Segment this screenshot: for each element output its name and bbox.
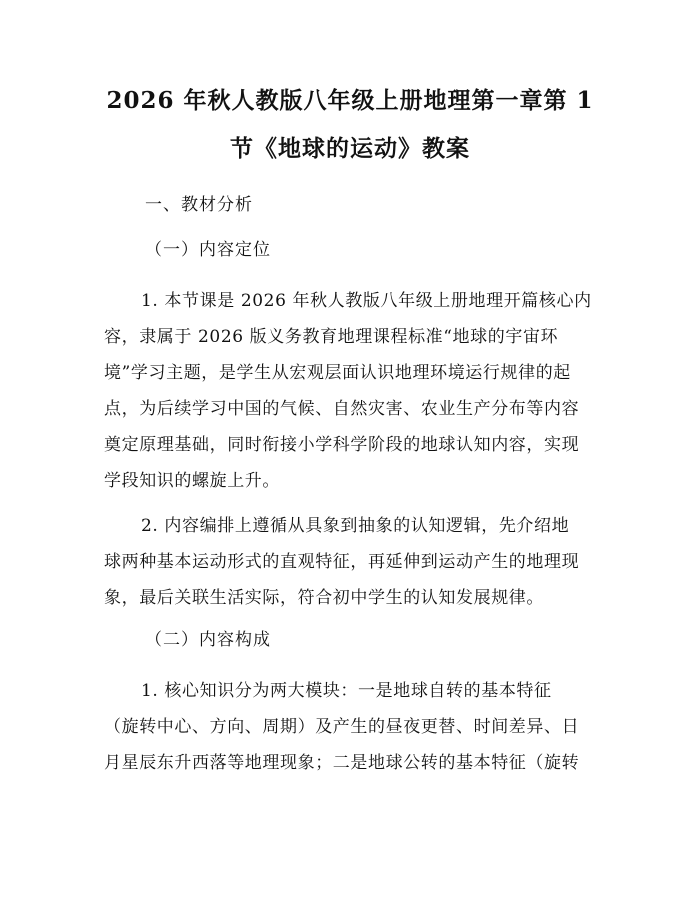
paragraph-line: 月星辰东升西落等地理现象；二是地球公转的基本特征（旋转 xyxy=(104,753,580,773)
paragraph-content-positioning xyxy=(104,283,600,499)
subsection-heading-content-positioning: （一）内容定位 xyxy=(145,240,271,260)
document-title-line-2: 节《地球的运动》教案 xyxy=(230,135,470,162)
paragraph-line: 容，隶属于 2026 版义务教育地理课程标准“地球的宇宙环 xyxy=(104,327,559,347)
paragraph-line: 点，为后续学习中国的气候、自然灾害、农业生产分布等内容 xyxy=(104,399,580,419)
document-title-line-1: 2026 年秋人教版八年级上册地理第一章第 1 xyxy=(106,87,594,114)
paragraph-content-composition xyxy=(104,673,600,781)
paragraph-line: 1. 核心知识分为两大模块：一是地球自转的基本特征 xyxy=(141,681,552,701)
section-heading-teaching-material-analysis: 一、教材分析 xyxy=(145,195,253,215)
paragraph-line: 1. 本节课是 2026 年秋人教版八年级上册地理开篇核心内 xyxy=(141,291,592,311)
paragraph-line: 境”学习主题，是学生从宏观层面认识地理环境运行规律的起 xyxy=(104,363,571,383)
paragraph-line: 象，最后关联生活实际，符合初中学生的认知发展规律。 xyxy=(104,588,544,608)
subsection-heading-content-composition: （二）内容构成 xyxy=(145,630,271,650)
paragraph-line: 奠定原理基础，同时衔接小学科学阶段的地球认知内容，实现 xyxy=(104,435,580,455)
paragraph-line: 学段知识的螺旋上升。 xyxy=(104,471,280,491)
paragraph-line: （旋转中心、方向、周期）及产生的昼夜更替、时间差异、日 xyxy=(104,717,580,737)
paragraph-line: 球两种基本运动形式的直观特征，再延伸到运动产生的地理现 xyxy=(104,552,580,572)
paragraph-line: 2. 内容编排上遵循从具象到抽象的认知逻辑，先介绍地 xyxy=(141,516,570,536)
paragraph-content-arrangement xyxy=(104,508,600,616)
